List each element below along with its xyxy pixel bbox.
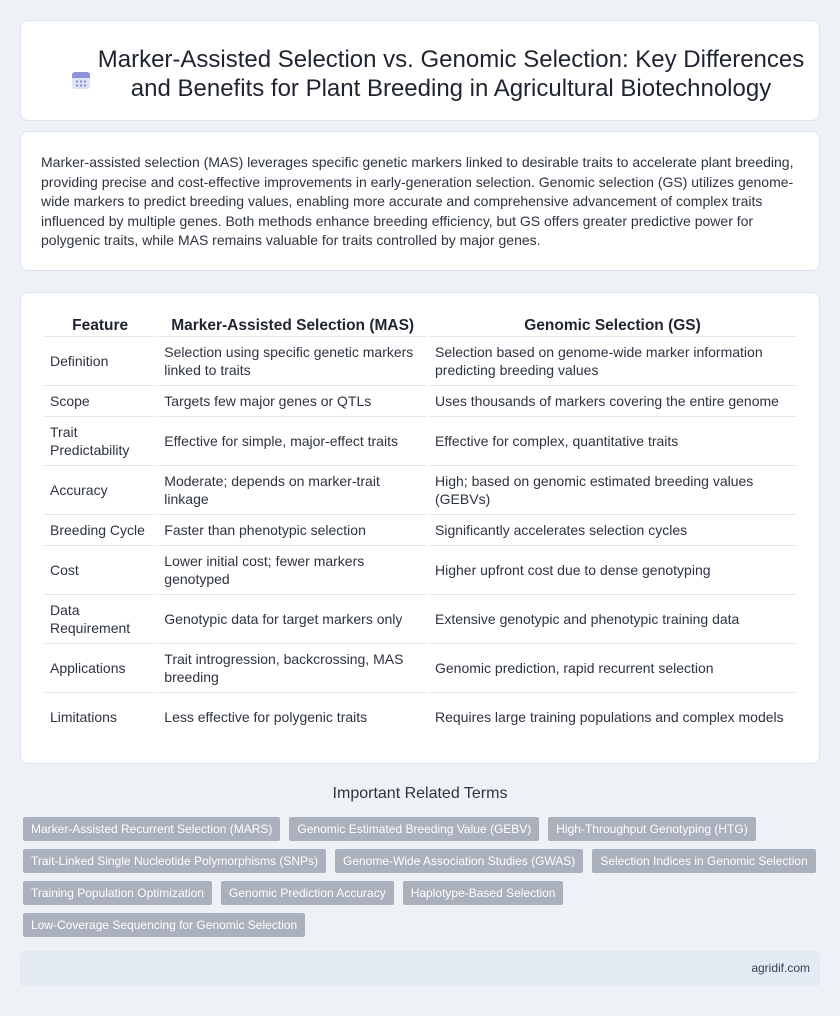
table-header: Genomic Selection (GS): [524, 317, 701, 334]
table-cell: Selection based on genome-wide marker information predicting breeding values: [429, 336, 796, 385]
table-cell: Faster than phenotypic selection: [158, 514, 427, 545]
table-cell: Genomic prediction, rapid recurrent selection: [429, 643, 796, 692]
table-header: Feature: [72, 317, 129, 334]
comparison-table-card: [20, 292, 820, 764]
intro-text: Marker-assisted selection (MAS) leverages specific genetic markers linked to desirable traits to accelerate plant breeding, providing precise and cost-effective improvements in early-generation selection. Genomic selection (GS) utilizes genome-wide markers to predict breeding values, enabling more accurate and comprehensive advancement of complex traits influenced by multiple genes. Both methods enhance breeding efficiency, but GS offers greater predictive power for polygenic traits, while MAS remains valuable for traits controlled by major genes.: [41, 154, 794, 249]
table-row: [44, 465, 796, 514]
related-term-tag[interactable]: Haplotype-Based Selection: [403, 881, 564, 905]
table-header-row: [44, 313, 796, 336]
table-cell: Trait Predictability: [44, 416, 156, 465]
table-cell: Effective for simple, major-effect traits: [158, 416, 427, 465]
table-cell: Cost: [44, 545, 156, 594]
related-term-tag[interactable]: Trait-Linked Single Nucleotide Polymorphisms (SNPs): [23, 849, 326, 873]
table-cell: Significantly accelerates selection cycles: [429, 514, 796, 545]
table-row: [44, 643, 796, 692]
related-terms-title: Important Related Terms: [332, 785, 508, 802]
table-cell: Moderate; depends on marker-trait linkage: [158, 465, 427, 514]
table-row: [44, 416, 796, 465]
table-cell: Extensive genotypic and phenotypic training data: [429, 594, 796, 643]
related-term-tag[interactable]: Genomic Estimated Breeding Value (GEBV): [289, 817, 539, 841]
intro-card: [20, 131, 820, 271]
related-term-tag[interactable]: Marker-Assisted Recurrent Selection (MARS): [23, 817, 280, 841]
table-cell: Scope: [44, 385, 156, 416]
table-cell: Applications: [44, 643, 156, 692]
related-term-tag[interactable]: Low-Coverage Sequencing for Genomic Selection: [23, 913, 305, 937]
table-cell: Genotypic data for target markers only: [158, 594, 427, 643]
table-cell: Uses thousands of markers covering the entire genome: [429, 385, 796, 416]
related-term-tag[interactable]: Selection Indices in Genomic Selection: [592, 849, 815, 873]
table-cell: Data Requirement: [44, 594, 156, 643]
table-cell: High; based on genomic estimated breeding values (GEBVs): [429, 465, 796, 514]
page-title: Marker-Assisted Selection vs. Genomic Selection: Key Differences and Benefits for Plant Breeding in Agricultural Biotechnology: [97, 46, 805, 102]
table-row: [44, 545, 796, 594]
table-row: [44, 514, 796, 545]
related-terms-list: [23, 817, 823, 945]
footer: [20, 951, 820, 986]
table-row: [44, 594, 796, 643]
table-cell: Definition: [44, 336, 156, 385]
table-row: [44, 385, 796, 416]
table-cell: Higher upfront cost due to dense genotyping: [429, 545, 796, 594]
table-cell: Lower initial cost; fewer markers genotyped: [158, 545, 427, 594]
comparison-table: [42, 313, 798, 741]
table-cell: Less effective for polygenic traits: [158, 692, 427, 741]
table-cell: Targets few major genes or QTLs: [158, 385, 427, 416]
table-row: [44, 336, 796, 385]
table-cell: Accuracy: [44, 465, 156, 514]
table-header: Marker-Assisted Selection (MAS): [171, 317, 415, 334]
table-cell: Trait introgression, backcrossing, MAS breeding: [158, 643, 427, 692]
table-cell: Selection using specific genetic markers linked to traits: [158, 336, 427, 385]
related-term-tag[interactable]: Genomic Prediction Accuracy: [221, 881, 394, 905]
table-cell: Effective for complex, quantitative traits: [429, 416, 796, 465]
table-cell: Breeding Cycle: [44, 514, 156, 545]
table-cell: Requires large training populations and complex models: [429, 692, 796, 741]
header-card: [20, 20, 820, 121]
table-row: [44, 692, 796, 741]
related-term-tag[interactable]: High-Throughput Genotyping (HTG): [548, 817, 755, 841]
footer-site-link[interactable]: agridif.com: [751, 961, 810, 975]
related-term-tag[interactable]: Training Population Optimization: [23, 881, 212, 905]
related-term-tag[interactable]: Genome-Wide Association Studies (GWAS): [335, 849, 583, 873]
table-cell: Limitations: [44, 692, 156, 741]
calendar-icon: [69, 68, 93, 92]
